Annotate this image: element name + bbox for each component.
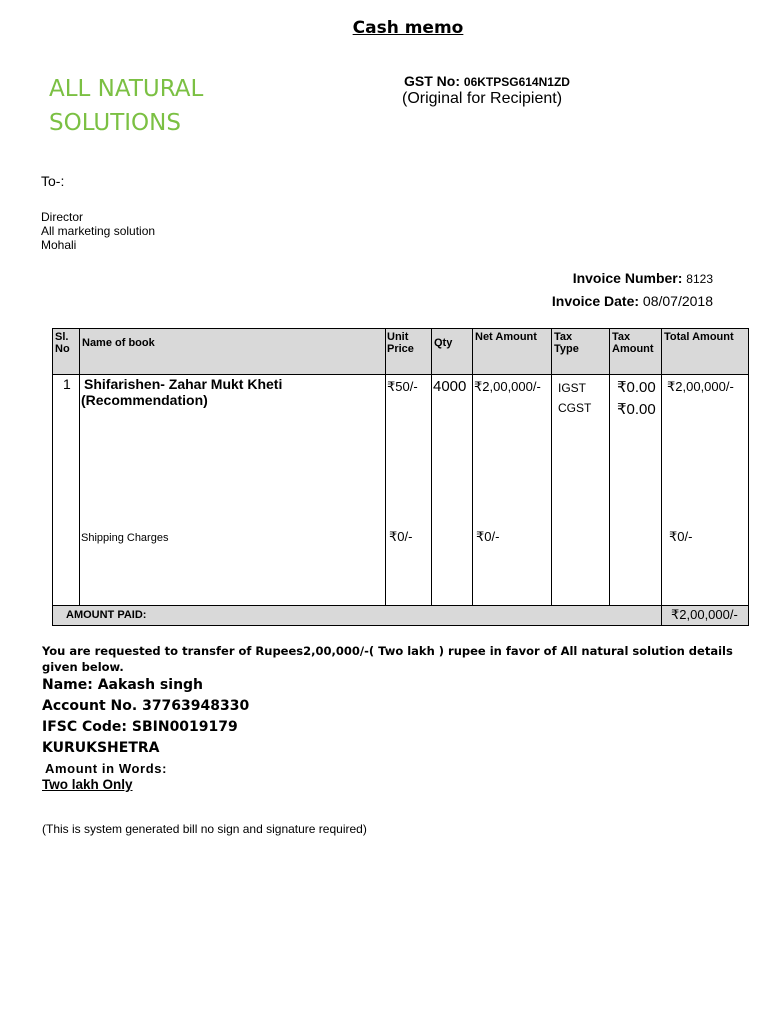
item-total-amount: ₹2,00,000/- bbox=[667, 379, 734, 394]
item-name-line1: Shifarishen- Zahar Mukt Kheti bbox=[84, 376, 283, 392]
company-name-line1: ALL NATURAL bbox=[49, 76, 204, 102]
amount-paid-value: ₹2,00,000/- bbox=[671, 607, 738, 622]
column-divider bbox=[79, 329, 80, 605]
item-name bbox=[81, 376, 282, 408]
header-unit-price: Unit Price bbox=[387, 331, 414, 355]
company-name bbox=[49, 72, 203, 140]
header-qty: Qty bbox=[434, 337, 453, 349]
amount-in-words-label: Amount in Words: bbox=[45, 761, 168, 776]
table-footer bbox=[53, 605, 748, 625]
column-divider bbox=[661, 329, 662, 625]
header-tax-amount: Tax Amount bbox=[612, 331, 654, 355]
invoice-date bbox=[552, 293, 713, 309]
item-net-amount: ₹2,00,000/- bbox=[474, 379, 541, 394]
shipping-name: Shipping Charges bbox=[81, 532, 169, 544]
item-tax-type-1: IGST bbox=[558, 381, 587, 395]
recipient-line1: Director bbox=[41, 210, 84, 224]
copy-type: (Original for Recipient) bbox=[402, 90, 563, 107]
transfer-instructions: You are requested to transfer of Rupees2,00,000/-( Two lakh ) rupee in favor of All natural solution details given below. bbox=[42, 644, 733, 674]
recipient-line3: Mohali bbox=[41, 238, 77, 252]
shipping-unit-price: ₹0/- bbox=[389, 529, 413, 544]
header-name: Name of book bbox=[82, 337, 155, 349]
invoice-date-value: 08/07/2018 bbox=[642, 293, 713, 309]
to-label: To-: bbox=[41, 173, 65, 189]
invoice-number-label: Invoice Number: bbox=[572, 270, 683, 286]
column-divider bbox=[551, 329, 552, 605]
amount-paid-label: AMOUNT PAID: bbox=[66, 609, 147, 621]
header-net-amount: Net Amount bbox=[475, 331, 537, 343]
item-tax-type-2: CGST bbox=[558, 401, 592, 415]
page-title: Cash memo bbox=[352, 18, 464, 38]
column-divider bbox=[431, 329, 432, 605]
gst-value: 06KTPSG614N1ZD bbox=[463, 75, 570, 89]
header-tax-type: Tax Type bbox=[554, 331, 579, 355]
invoice-number bbox=[573, 270, 713, 286]
item-qty: 4000 bbox=[433, 378, 467, 395]
header-total-amount: Total Amount bbox=[664, 331, 734, 343]
company-name-line2: SOLUTIONS bbox=[49, 110, 181, 136]
invoice-number-value: 8123 bbox=[686, 272, 713, 286]
bank-account-number: Account No. 37763948330 bbox=[42, 698, 250, 714]
invoice-date-label: Invoice Date: bbox=[551, 293, 640, 309]
gst-number bbox=[404, 73, 570, 89]
item-tax-amount-1: ₹0.00 bbox=[617, 379, 656, 396]
recipient-line2: All marketing solution bbox=[41, 224, 156, 238]
shipping-total-amount: ₹0/- bbox=[669, 529, 693, 544]
header-slno: Sl. No bbox=[55, 331, 70, 355]
bank-ifsc-code: IFSC Code: SBIN0019179 bbox=[42, 719, 238, 735]
column-divider bbox=[385, 329, 386, 605]
amount-in-words-value: Two lakh Only bbox=[42, 777, 133, 792]
system-generated-note: (This is system generated bill no sign and signature required) bbox=[42, 822, 367, 836]
bank-account-name: Name: Aakash singh bbox=[42, 677, 204, 693]
shipping-net-amount: ₹0/- bbox=[476, 529, 500, 544]
column-divider bbox=[472, 329, 473, 605]
item-tax-amount-2: ₹0.00 bbox=[617, 401, 656, 418]
invoice-table bbox=[52, 328, 749, 626]
bank-branch: KURUKSHETRA bbox=[42, 740, 160, 756]
recipient-address bbox=[41, 210, 155, 252]
column-divider bbox=[609, 329, 610, 605]
item-slno: 1 bbox=[63, 376, 71, 392]
gst-label: GST No: bbox=[404, 73, 460, 89]
item-name-line2: (Recommendation) bbox=[81, 392, 208, 408]
item-unit-price: ₹50/- bbox=[387, 379, 418, 394]
